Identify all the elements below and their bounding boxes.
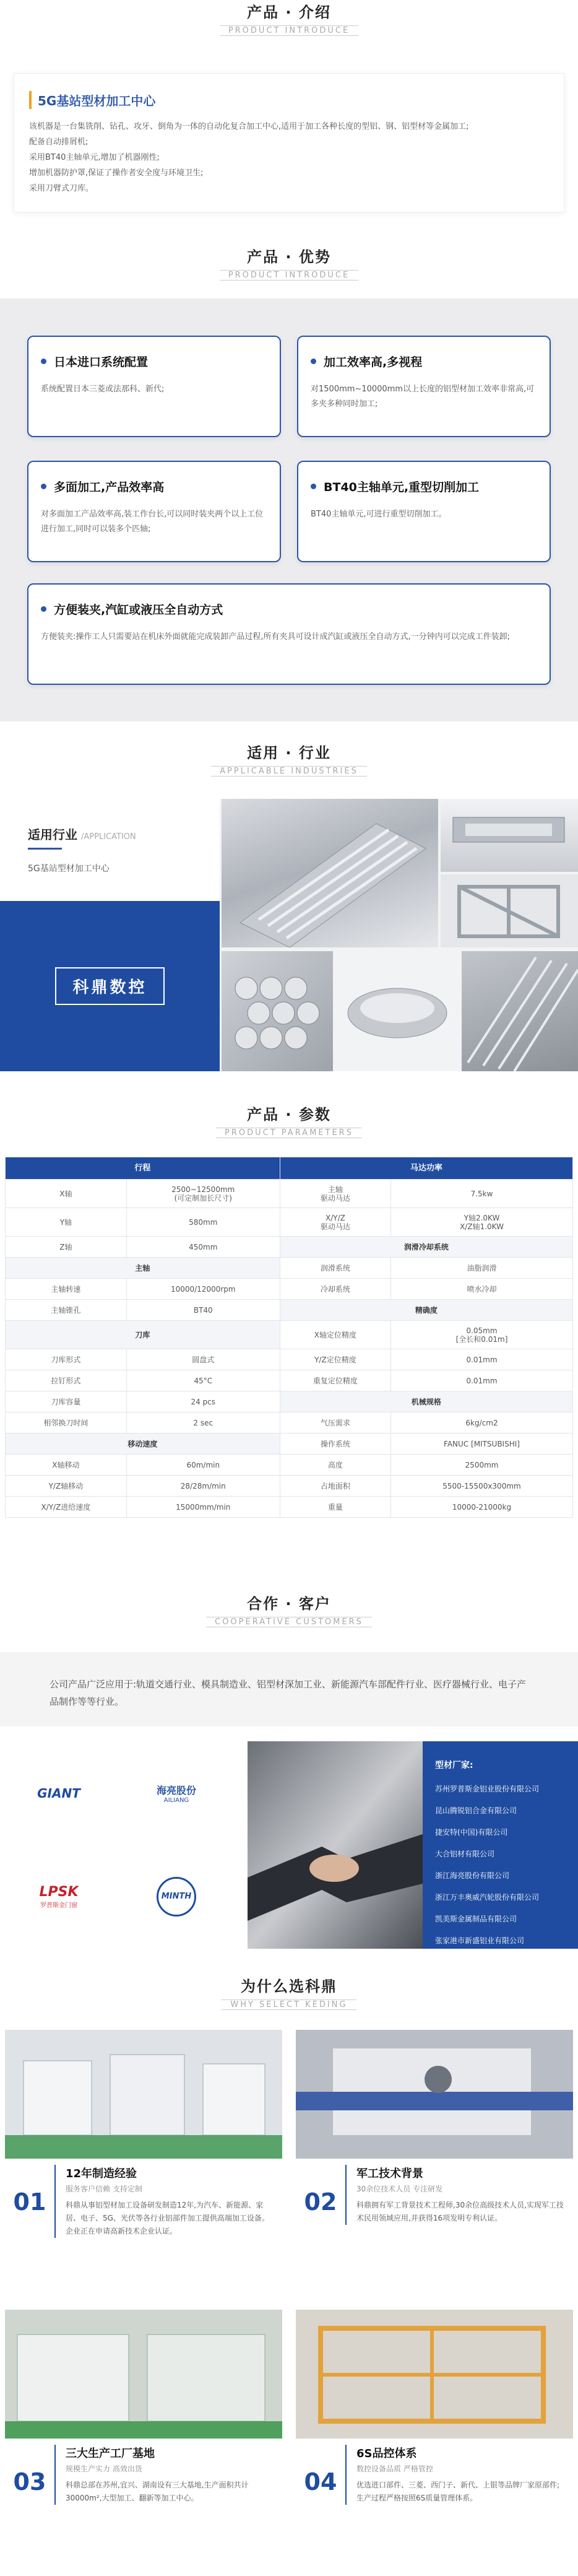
why-title: 军工技术背景 [356,2167,423,2180]
brand-logo: 科鼎数控 [55,967,164,1005]
plant-graphic [5,2310,282,2439]
params-row [6,1208,573,1237]
intro-line: 该机器是一台集铣削、钻孔、攻牙、倒角为一体的自动化复合加工中心,适用于加工各种长度的型铝、钢、铝型材等金属加工; [29,122,469,131]
params-col-header: 行程 [6,1157,280,1180]
why-card-body [5,2439,282,2505]
bullet-dot-icon [311,359,316,364]
advantage-title: 方便装夹,汽缸或液压全自动方式 [54,603,223,617]
partner-list-item: 苏州罗普斯金铝业股份有限公司 [435,1785,540,1793]
partner-logo-minth [118,1845,235,1948]
why-subtitle: 服务客户信赖 支持定制 [66,2185,142,2193]
partner-list-item: 张家港市新盛铝业有限公司 [435,1936,525,1945]
intro-line: 采用BT40主轴单元,增加了机器刚性; [29,153,160,162]
why-number: 03 [13,2468,46,2496]
param-value: 2500~12500mm (可定制加长尺寸) [126,1180,280,1208]
advantage-card [27,336,281,437]
param-label: X轴移动 [6,1455,127,1476]
param-label: 重量 [280,1497,390,1518]
minth-logo-text: MINTH [157,1877,196,1917]
params-row [6,1412,573,1434]
why-heading: 为什么选科鼎 [241,1978,337,1995]
param-value: 10000-21000kg [391,1497,573,1518]
params-body [6,1180,573,1518]
param-value: 0.05mm [全长和0.01m] [391,1321,573,1349]
partner-list-item: 江苏铭达铝业股份有限公司 [435,1958,525,1967]
intro-heading: 产品 · 介绍 [247,4,331,21]
handshake-graphic [248,1741,423,1949]
coop-heading-en: COOPERATIVE CUSTOMERS [206,1617,372,1627]
why-text: 科鼎拥有军工背景技术工程师,30余位高级技术人员,实现军工技术民用领域应用,并获得16项发明专利认证。 [356,2201,564,2222]
factory-photo [5,2030,282,2159]
industries-left [0,799,220,1071]
advantage-title: 加工效率高,多视程 [324,355,423,369]
plant-photo [5,2310,282,2439]
bullet-dot-icon [41,606,46,612]
advantage-card [297,336,551,437]
why-card-body [5,2159,282,2238]
intro-heading-block [0,0,578,37]
intro-desc [29,119,549,196]
param-value: 油脂润滑 [391,1258,573,1279]
param-value: 6kg/cm2 [391,1412,573,1434]
intro-box [14,73,564,212]
partner-logo-lpsk [0,1845,118,1948]
params-col-header: 马达功率 [280,1157,572,1180]
param-subheader: 精确度 [280,1300,572,1321]
param-value: 60m/min [126,1455,280,1476]
param-value: 喷水冷却 [391,1279,573,1300]
param-label: 主轴转速 [6,1279,127,1300]
partner-logo-hailiang [118,1741,235,1845]
why-card-body [296,2439,573,2505]
param-value: 24 pcs [126,1391,280,1412]
why-subtitle: 30余位技术人员 专注研发 [356,2185,443,2193]
why-card [5,2310,282,2505]
param-value: 0.01mm [391,1370,573,1391]
params-row [6,1180,573,1208]
frame-structure-image [441,874,578,947]
why-subtitle: 数控设备品质 严格管控 [356,2465,433,2473]
param-value: 10000/12000rpm [126,1279,280,1300]
params-table [5,1157,573,1518]
param-value: 15000mm/min [126,1497,280,1518]
params-row [6,1300,573,1321]
why-info [54,2445,282,2505]
params-row [6,1237,573,1258]
advantage-title: BT40主轴单元,重型切削加工 [324,481,480,494]
workshop-photo [296,2030,573,2159]
industries-left-title-en: /APPLICATION [81,832,136,842]
qc-graphic [296,2310,573,2439]
params-row [6,1497,573,1518]
why-heading-en: WHY SELECT KEDING [222,1999,356,2010]
industries-area [0,799,578,1071]
advantage-text: 对多面加工产品效率高,装工作台长,可以同时装夹两个以上工位进行加工,同时可以装多个匹轴; [41,510,264,534]
param-label: 冷却系统 [280,1279,390,1300]
workshop-graphic [296,2030,573,2159]
frame-graphic [441,874,578,947]
lpsk-logo-sub: 罗普斯金门窗 [40,1902,77,1909]
intro-line: 增加机器防护罩,保证了操作者安全度与环境卫生; [29,168,204,178]
params-header-row [6,1157,573,1180]
partner-list-item: 昆山腾锐铝合金有限公司 [435,1806,517,1815]
aluminum-heatsink-image [222,799,438,947]
param-value: 28/28m/min [126,1476,280,1497]
param-label: 重复定位精度 [280,1370,390,1391]
advantage-card [27,583,551,685]
param-label: 拉钉形式 [6,1370,127,1391]
why-title: 三大生产工厂基地 [66,2447,155,2460]
param-label: 操作系统 [280,1434,390,1455]
stack-graphic [462,951,578,1071]
why-card [296,2030,573,2225]
partner-list-item: 凯美斯金属制品有限公司 [435,1915,517,1923]
advantage-title: 多面加工,产品效率高 [54,481,165,494]
advantage-text: BT40主轴单元,可进行重型切削加工。 [311,510,447,519]
param-label: 刀库容量 [6,1391,127,1412]
why-info [345,2165,573,2225]
heatsink-graphic [222,799,438,947]
param-value: 0.01mm [391,1349,573,1370]
why-card [5,2030,282,2238]
param-label: Y/Z轴移动 [6,1476,127,1497]
advantage-card [27,461,281,562]
extrusion-profile-image [441,799,578,872]
bullet-dot-icon [41,484,46,489]
params-row [6,1370,573,1391]
param-label: 占地面积 [280,1476,390,1497]
param-value: 5500-15500x300mm [391,1476,573,1497]
bullet-dot-icon [41,359,46,364]
profile-graphic [441,799,578,872]
advantage-text: 方便装夹:操作工人只需要站在机床外面就能完成装卸产品过程,所有夹具可设计成汽缸或液压全自动方式,一分钟内可以完成工件装卸; [41,632,511,642]
why-text: 科鼎从事铝型材加工设备研发制造12年,为汽车、新能源、家居、电子、5G、光伏等各行业铝部件加工提供高端加工设备。企业正在申请高新技术企业认证。 [66,2201,269,2235]
intro-line: 采用刀臂式刀库。 [29,184,94,193]
param-label: X/Y/Z进给速度 [6,1497,127,1518]
why-title: 12年制造经验 [66,2167,137,2180]
param-value: 7.5kw [391,1180,573,1208]
param-value: FANUC [MITSUBISHI] [391,1434,573,1455]
partner-logo-giant [0,1741,118,1845]
param-label: 气压需求 [280,1412,390,1434]
why-heading-block [0,1974,578,2010]
params-row [6,1258,573,1279]
why-card-body [296,2159,573,2225]
advantages-heading: 产品 · 优势 [247,248,331,266]
giant-logo-text: GIANT [37,1785,80,1801]
param-label: 润滑系统 [280,1258,390,1279]
brand-panel [0,901,220,1071]
coop-heading-block [0,1591,578,1627]
param-label: Z轴 [6,1237,127,1258]
why-text: 优选进口部件、三菱、西门子、新代、上银等品牌厂家原部件;生产过程严格按照6S质量管理体系。 [356,2481,560,2502]
param-value: 2500mm [391,1455,573,1476]
param-label: 相邻换刀时间 [6,1412,127,1434]
why-subtitle: 规模生产实力 高效出货 [66,2465,142,2473]
advantage-card [297,461,551,562]
part-graphic [335,951,459,1071]
param-value: 450mm [126,1237,280,1258]
param-value: 圆盘式 [126,1349,280,1370]
param-label: 主轴锥孔 [6,1300,127,1321]
intro-box-title: 5G基站型材加工中心 [29,91,549,109]
why-text: 科鼎总部在苏州,宜兴、湖南设有三大基地,生产面积共计30000m²,大型加工、翻新等加工中心。 [66,2481,249,2502]
partner-list-item: 浙江海亮股份有限公司 [435,1871,510,1880]
param-subheader: 主轴 [6,1258,280,1279]
coop-intro: 公司产品广泛应用于:轨道交通行业、模具制造业、铝型材深加工业、新能源汽车部配件行业、医疗器械行业、电子产品制作等等行业。 [0,1652,578,1726]
intro-line: 配备自动排屑机; [29,137,88,147]
param-label: X轴 [6,1180,127,1208]
param-value: 45°C [126,1370,280,1391]
why-number: 02 [304,2188,337,2216]
params-row [6,1321,573,1349]
why-info [345,2445,573,2505]
why-number: 04 [304,2468,337,2496]
param-label: 刀库形式 [6,1349,127,1370]
why-number: 01 [13,2188,46,2216]
coop-heading: 合作 · 客户 [247,1595,331,1612]
params-row [6,1391,573,1412]
advantages-panel [0,298,578,721]
params-row [6,1434,573,1455]
advantage-text: 对1500mm~10000mm以上长度的铝型材加工效率非常高,可多夹多种同时加工; [311,385,535,409]
aluminum-bars-image [222,951,333,1071]
handshake-photo [248,1741,423,1949]
param-subheader: 移动速度 [6,1434,280,1455]
partner-list-title: 型材厂家: [435,1760,473,1770]
partner-list-item: 大合铝材有限公司 [435,1850,495,1858]
param-label: Y轴 [6,1208,127,1237]
aluminum-part-image [335,951,459,1071]
industries-heading: 适用 · 行业 [247,744,331,762]
industries-caption [0,799,220,901]
params-row [6,1279,573,1300]
param-subheader: 刀库 [6,1321,280,1349]
param-label: 主轴 驱动马达 [280,1180,390,1208]
industries-heading-block [0,741,578,777]
partner-list-item: 捷安特(中国)有限公司 [435,1828,508,1837]
hailiang-logo-sub: AILIANG [163,1796,189,1804]
param-label: X轴定位精度 [280,1321,390,1349]
advantages-heading-en: PRODUCT INTRODUCE [220,270,358,281]
param-label: 高度 [280,1455,390,1476]
param-subheader: 润滑冷却系统 [280,1237,572,1258]
advantage-text: 系统配置日本三菱或法那科、新代; [41,385,165,394]
why-card [296,2310,573,2505]
param-label: X/Y/Z 驱动马达 [280,1208,390,1237]
qc-photo [296,2310,573,2439]
bars-graphic [222,951,333,1071]
param-value: 2 sec [126,1412,280,1434]
params-heading-en: PRODUCT PARAMETERS [216,1128,362,1138]
params-row [6,1455,573,1476]
hailiang-logo-text: 海亮股份 [156,1784,196,1796]
factory-graphic [5,2030,282,2159]
why-info [54,2165,282,2238]
industries-left-subtitle: 5G基站型材加工中心 [28,864,110,874]
lpsk-logo-text: LPSK [39,1884,79,1900]
params-row [6,1349,573,1370]
param-value: 580mm [126,1208,280,1237]
advantages-heading-block [0,245,578,281]
params-heading: 产品 · 参数 [247,1106,331,1123]
stacked-profiles-image [462,951,578,1071]
why-title: 6S品控体系 [356,2447,417,2460]
industries-left-title: 适用行业 [28,827,77,842]
param-label: Y/Z定位精度 [280,1349,390,1370]
param-value: BT40 [126,1300,280,1321]
params-row [6,1476,573,1497]
param-value: Y轴2.0KW X/Z轴1.0KW [391,1208,573,1237]
bullet-dot-icon [311,484,316,489]
title-underline [28,848,62,850]
advantage-title: 日本进口系统配置 [54,355,149,369]
partner-logos [0,1741,235,1949]
param-subheader: 机械规格 [280,1391,572,1412]
partner-list [423,1741,578,1967]
industries-heading-en: APPLICABLE INDUSTRIES [211,766,367,777]
partner-list-item: 浙江万丰奥威汽轮股份有限公司 [435,1893,540,1902]
intro-heading-en: PRODUCT INTRODUCE [220,25,358,36]
params-heading-block [0,1102,578,1138]
